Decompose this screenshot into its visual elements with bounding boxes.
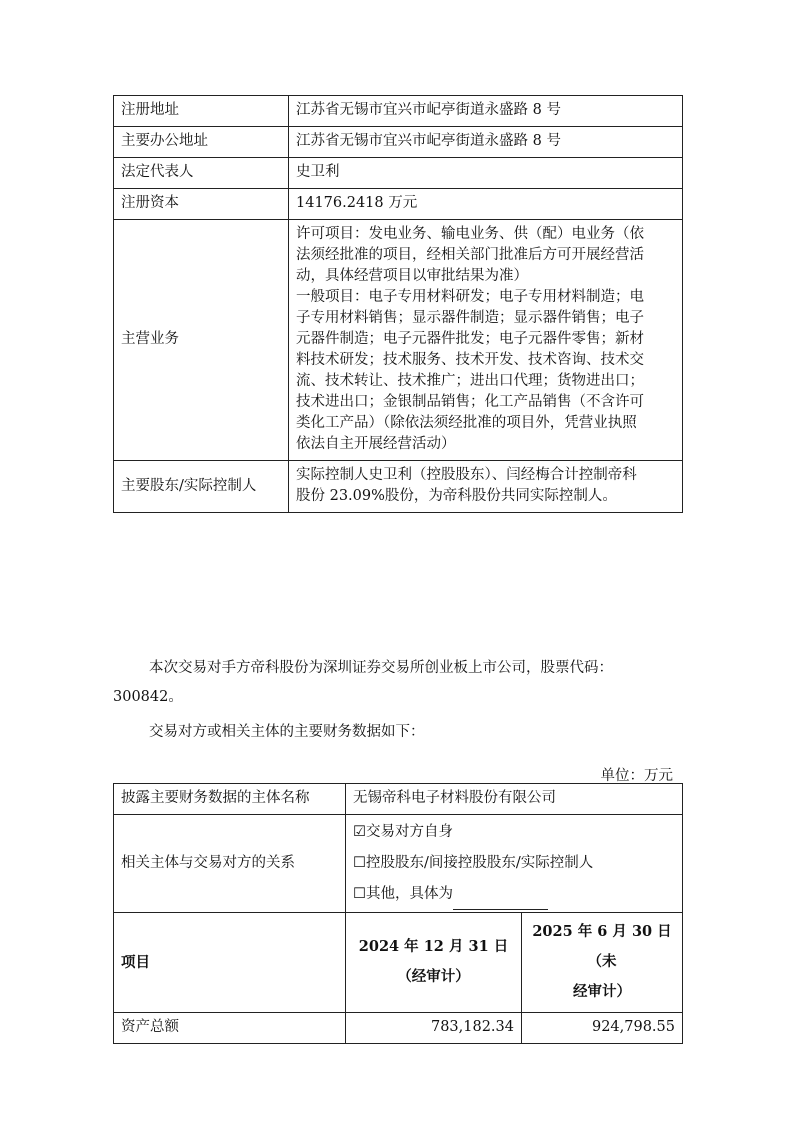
business-line: 元器件制造；电子元器件批发；电子元器件零售；新材 [296,331,644,347]
table-row [114,158,683,189]
relation-label: 相关主体与交易对方的关系 [114,815,346,913]
header-line: 2024 年 12 月 31 日 [358,938,509,955]
header-period-2 [522,913,683,1013]
option-label: 控股股东/间接控股股东/实际控制人 [366,855,594,871]
checkbox-icon[interactable]: ☐ [353,886,366,902]
row-value: 江苏省无锡市宜兴市屺亭街道永盛路 8 号 [289,127,683,158]
entity-label: 披露主要财务数据的主体名称 [114,784,346,815]
table-row [114,1013,683,1044]
row-value: 江苏省无锡市宜兴市屺亭街道永盛路 8 号 [289,96,683,127]
header-line: （经审计） [397,968,470,985]
table-row [114,189,683,220]
shareholder-line: 实际控制人史卫利（控股股东）、闫经梅合计控制帝科 [296,467,637,483]
table-row [114,96,683,127]
header-period-1 [346,913,522,1013]
table-row [114,127,683,158]
table-row [114,784,683,815]
option-label: 其他，具体为 [366,886,453,902]
checkbox-checked-icon[interactable]: ☑ [353,824,366,840]
relation-option[interactable] [353,817,675,848]
shareholder-value [289,461,683,513]
header-line: 经审计） [573,983,631,1000]
paragraph-line: 本次交易对手方帝科股份为深圳证券交易所创业板上市公司，股票代码： [149,660,613,676]
checkbox-icon[interactable]: ☐ [353,855,366,871]
paragraph: 交易对方或相关主体的主要财务数据如下： [149,724,425,740]
business-value [289,220,683,461]
relation-option[interactable] [353,848,675,879]
business-line: 法须经批准的项目，经相关部门批准后方可开展经营活 [296,247,644,263]
business-line: 依法自主开展经营活动） [296,436,456,452]
table-row [114,815,683,913]
business-line: 技术进出口；金银制品销售；化工产品销售（不含许可 [296,394,644,410]
business-line: 类化工产品）（除依法须经批准的项目外，凭营业执照 [296,415,637,431]
row-item: 资产总额 [114,1013,346,1044]
business-label: 主营业务 [114,220,289,461]
business-line: 子专用材料销售；显示器件制造；显示器件销售；电子 [296,310,644,326]
business-line: 流、技术转让、技术推广；进出口代理；货物进出口； [296,373,644,389]
row-label: 主要办公地址 [114,127,289,158]
business-line: 动，具体经营项目以审批结果为准） [296,268,528,284]
entity-value: 无锡帝科电子材料股份有限公司 [346,784,683,815]
table-row [114,220,683,461]
shareholder-label: 主要股东/实际控制人 [114,461,289,513]
row-value: 14176.2418 万元 [289,189,683,220]
company-info-table [113,95,683,513]
business-line: 一般项目：电子专用材料研发；电子专用材料制造；电 [296,289,644,305]
row-value: 783,182.34 [346,1013,522,1044]
relation-option[interactable] [353,879,675,910]
relation-options [346,815,683,913]
header-item: 项目 [114,913,346,1013]
table-header-row [114,913,683,1013]
business-line: 许可项目：发电业务、输电业务、供（配）电业务（依 [296,226,644,242]
fill-in-blank[interactable] [453,894,548,910]
paragraph-line: 300842。 [113,689,183,705]
row-label: 注册地址 [114,96,289,127]
option-label: 交易对方自身 [366,824,453,840]
shareholder-line: 股份 23.09%股份，为帝科股份共同实际控制人。 [296,488,617,504]
row-value: 史卫利 [289,158,683,189]
finance-table [113,783,683,1044]
header-line: 2025 年 6 月 30 日（未 [532,923,672,970]
row-label: 注册资本 [114,189,289,220]
unit-label: 单位：万元 [600,768,673,784]
row-value: 924,798.55 [522,1013,683,1044]
business-line: 料技术研发；技术服务、技术开发、技术咨询、技术交 [296,352,644,368]
table-row [114,461,683,513]
row-label: 法定代表人 [114,158,289,189]
